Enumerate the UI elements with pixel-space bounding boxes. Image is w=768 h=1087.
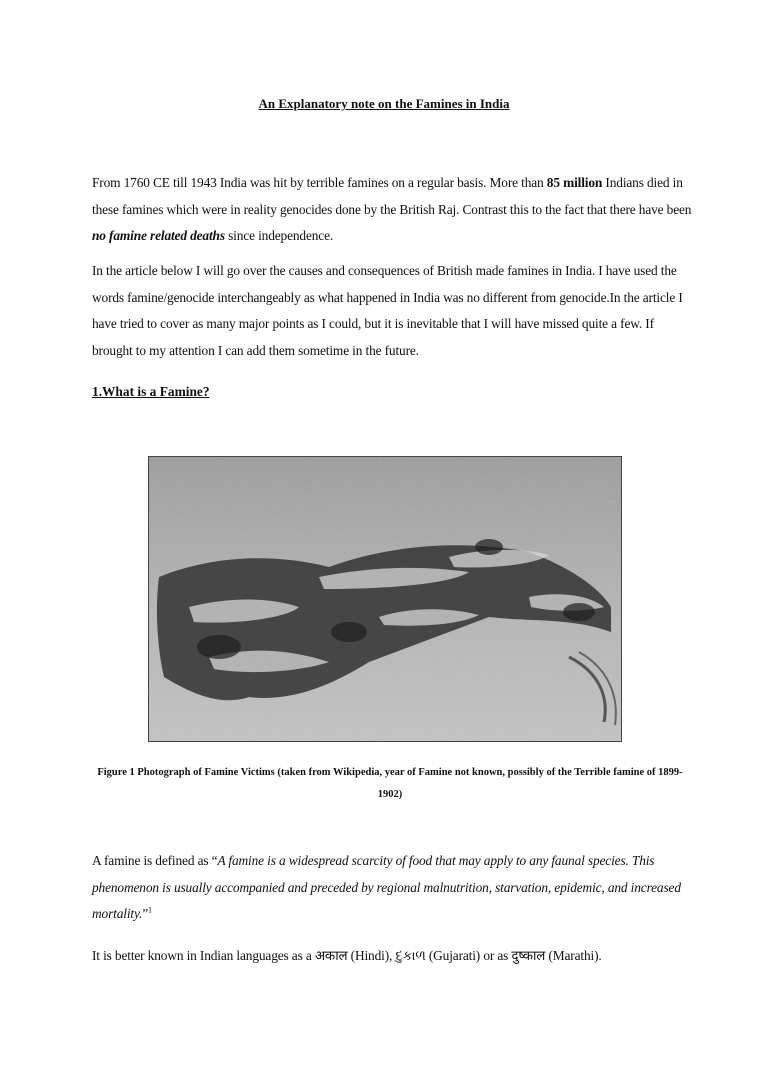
definition-text-1: A famine is defined as “ [92,853,218,868]
indian-language-terms-paragraph: It is better known in Indian languages as a अकाल (Hindi), દુકાળ (Gujarati) or as दुष्काल (Marathi). [92,948,602,963]
definition-text-2: ” [142,906,149,921]
intro-text-2: Indians died in these famines which were in reality genocides done by the British Raj. Contrast this to the fact that there have been [92,175,692,217]
figure-caption: Figure 1 Photograph of Famine Victims (taken from Wikipedia, year of Famine not known, possibly of the Terrible famine of 1899-1902) [97,767,683,800]
section-heading-what-is-famine: 1.What is a Famine? [92,384,210,399]
intro-text-1: From 1760 CE till 1943 India was hit by terrible famines on a regular basis. More than [92,175,547,190]
definition-quote: A famine is a widespread scarcity of food that may apply to any faunal species. This phenomenon is usually accompanied and preceded by regional malnutrition, starvation, epidemic, and increased mortality. [92,853,681,921]
intro-bold-italic-phrase: no famine related deaths [92,228,225,243]
intro-text-3: since independence. [224,228,334,243]
intro-paragraph [92,170,692,250]
famine-victims-photograph [148,456,622,742]
footnote-marker: 1 [148,905,152,915]
famine-definition-paragraph [92,848,692,928]
article-scope-paragraph: In the article below I will go over the causes and consequences of British made famines in India. I have used the words famine/genocide interchangeably as what happened in India was no different from genocide.In the article I have tried to cover as many major points as I could, but it is inevitable that I will have missed quite a few. If brought to my attention I can add them sometime in the future. [92,263,683,358]
intro-bold-85-million: 85 million [546,175,603,190]
document-title: An Explanatory note on the Famines in India [258,96,510,111]
